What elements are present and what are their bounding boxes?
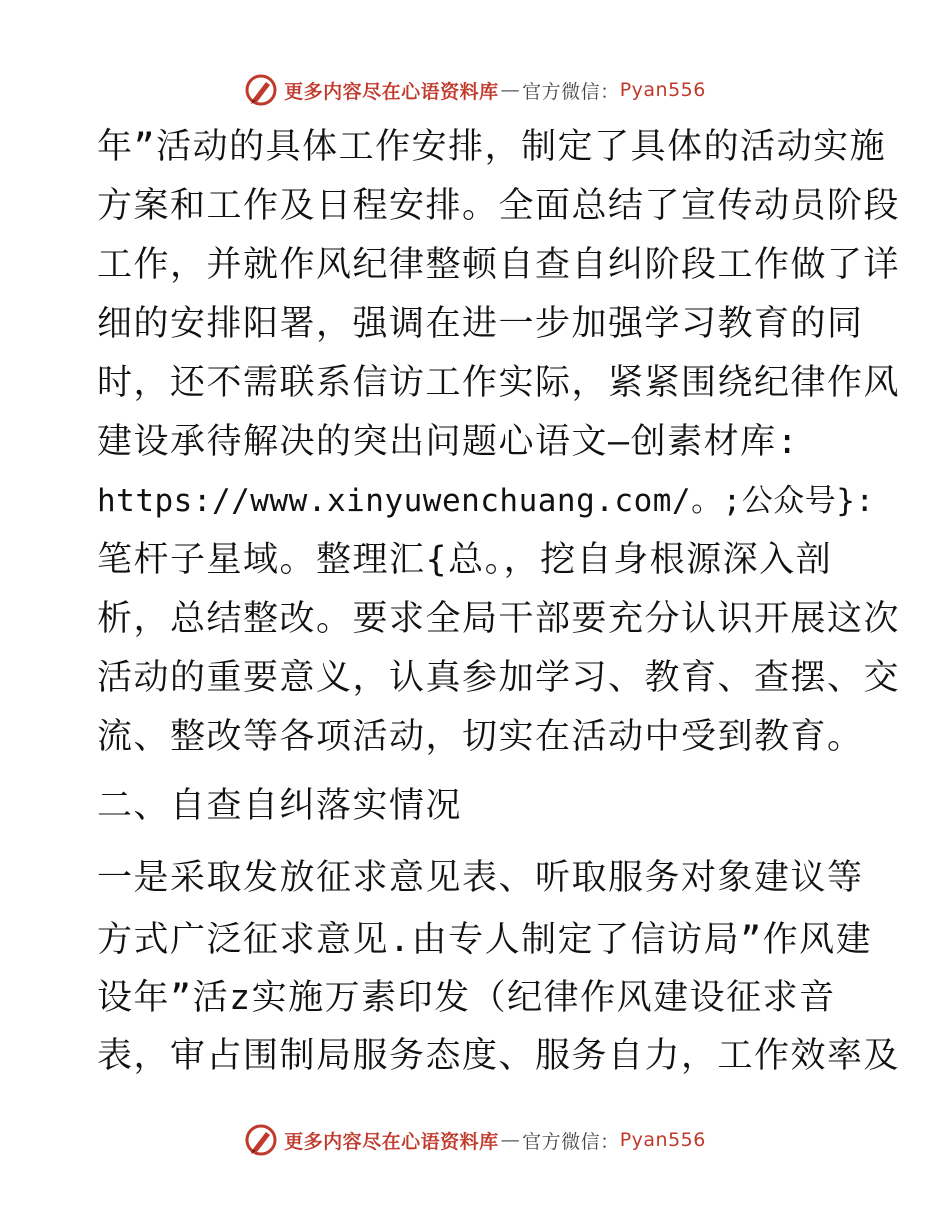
body-line: 建设承待解决的突出问题心语文—创素材库: bbox=[97, 422, 800, 462]
watermark-wechat-id: Pyan556 bbox=[619, 79, 706, 101]
body-line: 年”活动的具体工作安排，制定了具体的活动实施 bbox=[97, 127, 887, 167]
body-line-url: https://www.xinyuwenchuang.com/。;公众号}: bbox=[97, 483, 875, 519]
watermark-dash: — bbox=[500, 79, 521, 101]
body-line: 方式广泛征求意见.由专人制定了信访局”作风建 bbox=[97, 920, 873, 960]
body-line: 活动的重要意义，认真参加学习、教育、查摆、交 bbox=[97, 658, 901, 698]
pen-circle-icon bbox=[244, 1123, 278, 1157]
body-line: 工作，并就作风纪律整顿自查自纠阶段工作做了详 bbox=[97, 245, 901, 285]
header-watermark bbox=[0, 70, 950, 110]
watermark-wechat-label: 官方微信： bbox=[522, 1130, 620, 1153]
body-line: 方案和工作及日程安排。全面总结了宣传动员阶段 bbox=[97, 186, 901, 226]
watermark-dash: — bbox=[500, 1129, 521, 1151]
body-line: 一是采取发放征求意见表、听取服务对象建议等 bbox=[97, 858, 864, 898]
body-line: 流、整改等各项活动，切实在活动中受到教育。 bbox=[97, 717, 864, 757]
footer-watermark bbox=[0, 1120, 950, 1160]
body-line: 笔杆子星域。整理汇{总。，挖自身根源深入剖 bbox=[97, 540, 833, 580]
body-line: 设年”活z实施万素印发（纪律作风建设征求音 bbox=[97, 978, 836, 1018]
watermark-site: 更多内容尽在心语资料库 bbox=[284, 80, 499, 103]
body-line: 表，审占围制局服务态度、服务自力，工作效率及 bbox=[97, 1036, 901, 1076]
section-heading: 二、自查自纠落实情况 bbox=[97, 786, 463, 826]
watermark-wechat-label: 官方微信： bbox=[522, 80, 620, 103]
pen-circle-icon bbox=[244, 73, 278, 107]
body-line: 细的安排阳署，强调在进一步加强学习教育的同 bbox=[97, 304, 864, 344]
watermark-wechat-id: Pyan556 bbox=[619, 1129, 706, 1151]
watermark-site: 更多内容尽在心语资料库 bbox=[284, 1130, 499, 1153]
body-line: 时，还不需联系信访工作实际，紧紧围绕纪律作风 bbox=[97, 363, 901, 403]
body-line: 析，总结整改。要求全局干部要充分认识开展这次 bbox=[97, 599, 901, 639]
